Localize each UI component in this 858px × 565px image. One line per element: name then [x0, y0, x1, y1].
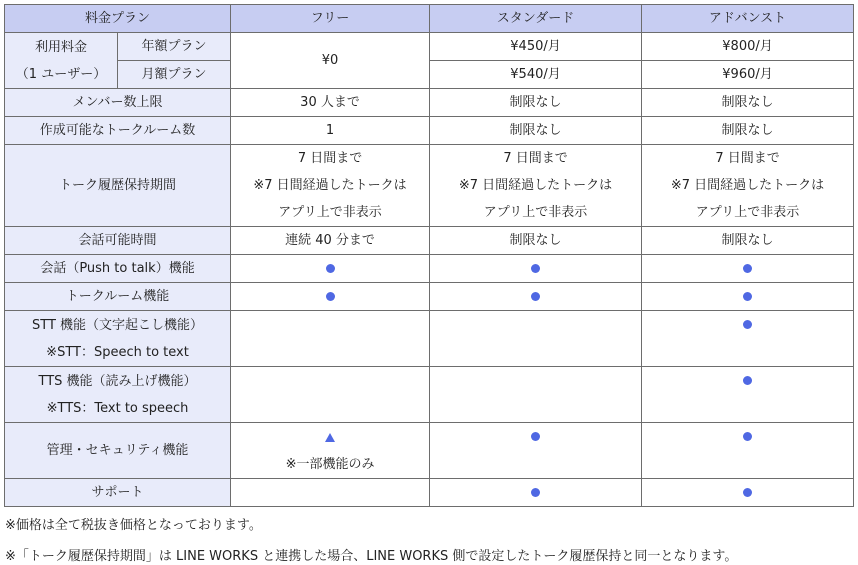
talk-time-standard: 制限なし [430, 227, 642, 255]
stt-standard [430, 311, 642, 367]
talk-time-advanced: 制限なし [642, 227, 854, 255]
tts-label-main: TTS 機能（読み上げ機能） [38, 373, 197, 389]
admin-advanced [642, 423, 854, 479]
admin-free [231, 423, 430, 479]
rooms-standard: 制限なし [430, 117, 642, 145]
history-line-3: アプリ上で非表示 [278, 205, 382, 220]
tts-free [231, 367, 430, 423]
available-dot-icon [743, 488, 752, 497]
admin-label: 管理・セキュリティ機能 [5, 423, 231, 479]
available-dot-icon [531, 264, 540, 273]
stt-row [5, 311, 854, 367]
support-label: サポート [5, 479, 231, 507]
history-line-2: ※7 日間経過したトークは [670, 178, 825, 193]
free-price: ¥0 [231, 33, 430, 89]
talkroom-advanced [642, 283, 854, 311]
ptt-free [231, 255, 430, 283]
history-line-2: ※7 日間経過したトークは [458, 178, 613, 193]
stt-label-sub: ※STT：Speech to text [46, 344, 189, 360]
history-line-3: アプリ上で非表示 [695, 205, 800, 220]
partial-triangle-cell [231, 424, 429, 451]
members-free: 30 人まで [231, 89, 430, 117]
available-dot-icon [743, 264, 752, 273]
talkroom-standard [430, 283, 642, 311]
price-row-annual [5, 33, 854, 61]
price-label [5, 33, 118, 89]
history-advanced [642, 145, 854, 227]
history-row [5, 145, 854, 227]
support-standard [430, 479, 642, 507]
available-dot-icon [743, 432, 752, 441]
header-standard: スタンダード [430, 5, 642, 33]
header-free: フリー [231, 5, 430, 33]
support-advanced [642, 479, 854, 507]
members-row [5, 89, 854, 117]
history-line-1: 7 日間まで [297, 151, 363, 166]
history-line-2: ※7 日間経過したトークは [253, 178, 407, 193]
advanced-annual-price: ¥800/月 [642, 33, 854, 61]
header-advanced: アドバンスト [642, 5, 854, 33]
header-plan-label: 料金プラン [5, 5, 231, 33]
standard-annual-price: ¥450/月 [430, 33, 642, 61]
tts-label [5, 367, 231, 423]
ptt-label: 会話（Push to talk）機能 [5, 255, 231, 283]
rooms-free: 1 [231, 117, 430, 145]
history-free [231, 145, 430, 227]
history-standard [430, 145, 642, 227]
tts-label-sub: ※TTS：Text to speech [46, 400, 189, 416]
available-dot-icon [531, 488, 540, 497]
ptt-standard [430, 255, 642, 283]
members-standard: 制限なし [430, 89, 642, 117]
price-row-monthly [5, 61, 854, 89]
available-dot-icon [531, 432, 540, 441]
ptt-row [5, 255, 854, 283]
members-label: メンバー数上限 [5, 89, 231, 117]
talk-time-label: 会話可能時間 [5, 227, 231, 255]
talkroom-label: トークルーム機能 [5, 283, 231, 311]
footnote-history: ※「トーク履歴保持期間」は LINE WORKS と連携した場合、LINE WORKS 側で設定したトーク履歴保持と同一となります。 [5, 549, 738, 564]
available-dot-icon [326, 264, 335, 273]
stt-free [231, 311, 430, 367]
support-row [5, 479, 854, 507]
available-dot-icon [531, 292, 540, 301]
available-dot-icon [326, 292, 335, 301]
pricing-table [4, 4, 854, 507]
talk-time-row [5, 227, 854, 255]
advanced-monthly-price: ¥960/月 [642, 61, 854, 89]
admin-standard [430, 423, 642, 479]
admin-row [5, 423, 854, 479]
monthly-plan-label: 月額プラン [118, 61, 231, 89]
support-free [231, 479, 430, 507]
available-dot-icon [743, 292, 752, 301]
tts-standard [430, 367, 642, 423]
stt-advanced [642, 311, 854, 367]
history-line-3: アプリ上で非表示 [483, 205, 588, 220]
members-advanced: 制限なし [642, 89, 854, 117]
stt-label [5, 311, 231, 367]
tts-row [5, 367, 854, 423]
admin-free-note: ※一部機能のみ [285, 456, 375, 472]
talkroom-free [231, 283, 430, 311]
price-label-bottom: （1 ユーザー） [15, 66, 107, 82]
header-row [5, 5, 854, 33]
price-label-top: 利用料金 [34, 39, 87, 55]
standard-monthly-price: ¥540/月 [430, 61, 642, 89]
history-label: トーク履歴保持期間 [5, 145, 231, 227]
rooms-row [5, 117, 854, 145]
rooms-label: 作成可能なトークルーム数 [5, 117, 231, 145]
talkroom-row [5, 283, 854, 311]
annual-plan-label: 年額プラン [118, 33, 231, 61]
available-dot-icon [743, 320, 752, 329]
footnote-tax: ※価格は全て税抜き価格となっております。 [5, 518, 262, 533]
history-line-1: 7 日間まで [503, 151, 568, 166]
rooms-advanced: 制限なし [642, 117, 854, 145]
ptt-advanced [642, 255, 854, 283]
partial-triangle-icon [325, 433, 335, 442]
talk-time-free: 連続 40 分まで [231, 227, 430, 255]
available-dot-icon [743, 376, 752, 385]
history-line-1: 7 日間まで [715, 151, 780, 166]
tts-advanced [642, 367, 854, 423]
stt-label-main: STT 機能（文字起こし機能） [31, 317, 204, 333]
